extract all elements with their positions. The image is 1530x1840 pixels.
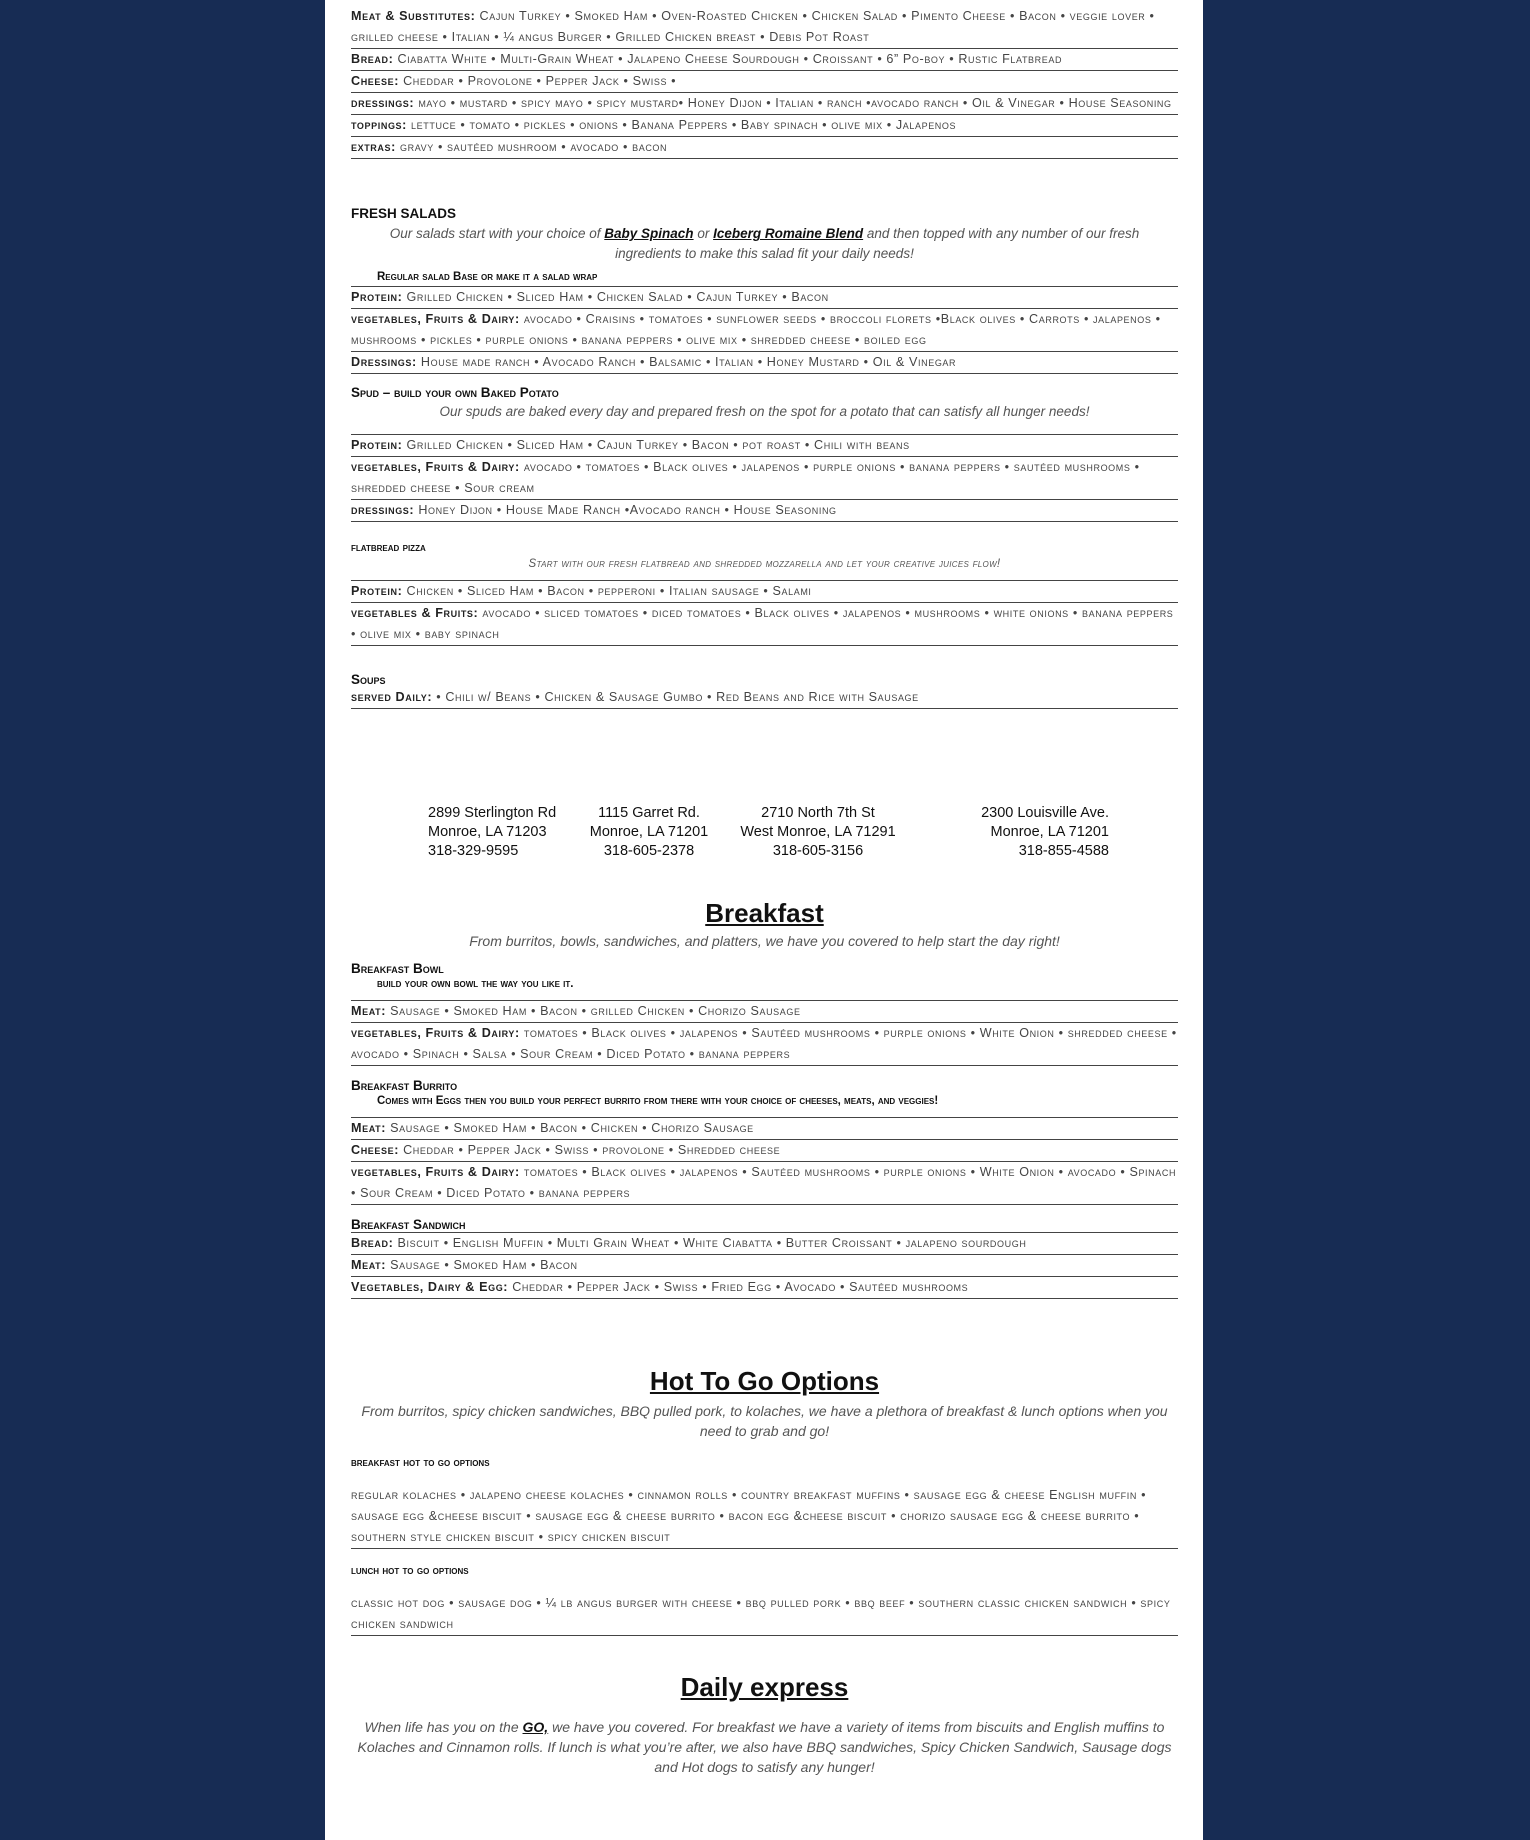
section-description	[351, 1717, 1178, 1777]
row-label: Dressings:	[351, 355, 417, 369]
table-row	[351, 286, 1178, 309]
section-title: Breakfast	[705, 898, 824, 928]
table-row	[351, 137, 1178, 159]
row-label: vegetables & Fruits:	[351, 606, 479, 620]
section-title: Spud – build your own Baked Potato	[351, 385, 559, 400]
table-row	[351, 352, 1178, 374]
table-row	[351, 93, 1178, 115]
row-items: Grilled Chicken • Sliced Ham • Chicken Salad • Cajun Turkey • Bacon	[402, 290, 829, 304]
table-row	[351, 687, 1178, 709]
row-items: Grilled Chicken • Sliced Ham • Cajun Turkey • Bacon • pot roast • Chili with beans	[402, 438, 910, 452]
row-label: Meat & Substitutes:	[351, 9, 476, 23]
row-items: House made ranch • Avocado Ranch • Balsamic • Italian • Honey Mustard • Oil & Vinegar	[416, 355, 957, 369]
table-row	[351, 1277, 1178, 1299]
subsection-title: Breakfast Sandwich	[351, 1217, 466, 1232]
section-title: Soups	[351, 672, 386, 687]
sandwich-options	[351, 6, 1178, 159]
subsection-title: lunch hot to go options	[351, 1563, 469, 1577]
table-row	[351, 1000, 1178, 1023]
row-items: Sausage • Smoked Ham • Bacon	[386, 1258, 578, 1272]
row-items: Ciabatta White • Multi-Grain Wheat • Jalapeno Cheese Sourdough • Croissant • 6” Po-boy • Rustic Flatbread	[393, 52, 1063, 66]
table-row	[351, 1232, 1178, 1255]
section-description: From burritos, spicy chicken sandwiches, BBQ pulled pork, to kolaches, we have a plethora of breakfast & lunch options when you need to grab and go!	[361, 1403, 1168, 1439]
row-label: Cheese:	[351, 74, 399, 88]
row-items: Cajun Turkey • Smoked Ham • Oven-Roasted Chicken • Chicken Salad • Pimento Cheese • Bacon • veggie lover • grilled cheese • Italian • ¼ angus Burger • Grilled Chicken breast • Debis Pot Roast	[351, 9, 1155, 44]
breakfast-section	[351, 898, 1178, 1299]
table-row	[351, 457, 1178, 500]
flatbread-section	[351, 540, 1178, 646]
desc-text: and then topped with any number of our fresh ingredients to make this salad fit your daily needs!	[615, 226, 1140, 261]
location-card	[739, 804, 897, 861]
row-label: dressings:	[351, 96, 415, 110]
table-row	[351, 1117, 1178, 1140]
row-items: Chicken • Sliced Ham • Bacon • pepperoni • Italian sausage • Salami	[402, 584, 812, 598]
row-items: mayo • mustard • spicy mayo • spicy mustard• Honey Dijon • Italian • ranch •avocado ranch • Oil & Vinegar • House Seasoning	[414, 96, 1172, 110]
row-items: Cheddar • Provolone • Pepper Jack • Swiss •	[399, 74, 677, 88]
desc-highlight: Iceberg Romaine Blend	[713, 226, 864, 241]
spud-section	[351, 385, 1178, 522]
row-items: Cheddar • Pepper Jack • Swiss • Fried Egg • Avocado • Sautéed mushrooms	[508, 1280, 969, 1294]
row-label: Meat:	[351, 1121, 387, 1135]
section-description: From burritos, bowls, sandwiches, and platters, we have you covered to help start the day right!	[469, 933, 1060, 949]
table-row	[351, 580, 1178, 603]
row-label: vegetables, Fruits & Dairy:	[351, 1165, 520, 1179]
table-row	[351, 1162, 1178, 1205]
section-title: FRESH SALADS	[351, 206, 457, 221]
location-phone: 318-605-2378	[603, 843, 695, 859]
row-items: Biscuit • English Muffin • Multi Grain Wheat • White Ciabatta • Butter Croissant • jalapeno sourdough	[393, 1236, 1027, 1250]
soups-section	[351, 672, 1178, 709]
subsection-title: Breakfast Burrito	[351, 1078, 458, 1093]
location-street: 1115 Garret Rd.	[598, 805, 700, 821]
salads-section	[351, 206, 1178, 374]
location-phone: 318-855-4588	[1018, 843, 1109, 859]
table-row	[351, 6, 1178, 49]
section-subhead: Regular salad Base or make it a salad wrap	[377, 271, 598, 283]
location-card	[428, 804, 556, 861]
menu-page	[325, 0, 1203, 1840]
row-label: vegetables, Fruits & Dairy:	[351, 312, 520, 326]
locations	[351, 804, 1178, 864]
row-label: Bread:	[351, 1236, 394, 1250]
subsection-title: Breakfast Bowl	[351, 961, 444, 976]
desc-text: Our salads start with your choice of	[389, 226, 605, 241]
row-label: Protein:	[351, 290, 403, 304]
row-items: tomatoes • Black olives • jalapenos • Sautéed mushrooms • purple onions • White Onion • shredded cheese • avocado • Spinach • Salsa • Sour Cream • Diced Potato • banana peppers	[351, 1026, 1177, 1061]
desc-text: or	[693, 226, 714, 241]
row-label: Vegetables, Dairy & Egg:	[351, 1280, 509, 1294]
row-items: Cheddar • Pepper Jack • Swiss • provolone • Shredded cheese	[399, 1143, 781, 1157]
desc-highlight: GO,	[522, 1719, 549, 1735]
location-city: West Monroe, LA 71291	[740, 824, 896, 840]
row-items: • Chili w/ Beans • Chicken & Sausage Gumbo • Red Beans and Rice with Sausage	[432, 690, 919, 704]
subsection-title: breakfast hot to go options	[351, 1455, 490, 1469]
table-row	[351, 434, 1178, 457]
location-city: Monroe, LA 71201	[589, 824, 709, 840]
table-row	[351, 49, 1178, 71]
desc-text: we have you covered. For breakfast we have a variety of items from biscuits and English muffins to Kolaches and Cinnamon rolls. If lunch is what you’re after, we also have BBQ sandwiches, Spicy Chicken Sandwich, Sausage dogs and Hot dogs to satisfy any hunger!	[357, 1719, 1172, 1775]
section-title: flatbread pizza	[351, 540, 426, 554]
row-label: extras:	[351, 140, 396, 154]
desc-text: When life has you on the	[364, 1719, 523, 1735]
subsection-subhead: Comes with Eggs then you build your perfect burrito from there with your choice of cheeses, meats, and veggies!	[377, 1095, 939, 1107]
section-description: Start with our fresh flatbread and shredded mozzarella and let your creative juices flow!	[528, 558, 1001, 570]
list-item: regular kolaches • jalapeno cheese kolaches • cinnamon rolls • country breakfast muffins • sausage egg & cheese English muffin • sausage egg &cheese biscuit • sausage egg & cheese burrito • bacon egg &cheese biscuit • chorizo sausage egg & cheese burrito • southern style chicken biscuit • spicy chicken biscuit	[351, 1485, 1178, 1549]
table-row	[351, 309, 1178, 352]
row-label: dressings:	[351, 503, 415, 517]
location-phone: 318-329-9595	[428, 843, 519, 859]
location-city: Monroe, LA 71201	[990, 824, 1109, 840]
location-street: 2300 Louisville Ave.	[981, 805, 1109, 821]
row-items: Sausage • Smoked Ham • Bacon • Chicken • Chorizo Sausage	[386, 1121, 754, 1135]
table-row	[351, 115, 1178, 137]
daily-express-section	[351, 1672, 1178, 1777]
row-label: Protein:	[351, 584, 403, 598]
section-description	[351, 224, 1178, 264]
table-row	[351, 1023, 1178, 1066]
row-label: Protein:	[351, 438, 403, 452]
location-card	[589, 804, 709, 861]
table-row	[351, 1255, 1178, 1277]
section-title: Hot To Go Options	[649, 1366, 880, 1396]
list-item: classic hot dog • sausage dog • ¼ lb angus burger with cheese • bbq pulled pork • bbq beef • southern classic chicken sandwich • spicy chicken sandwich	[351, 1593, 1178, 1636]
subsection-subhead: build your own bowl the way you like it.	[377, 978, 574, 990]
hot-to-go-section	[351, 1366, 1178, 1636]
row-items: avocado • Craisins • tomatoes • sunflower seeds • broccoli florets •Black olives • Carrots • jalapenos • mushrooms • pickles • purple onions • banana peppers • olive mix • shredded cheese • boiled egg	[351, 312, 1161, 347]
desc-highlight: Baby Spinach	[604, 226, 694, 241]
location-street: 2710 North 7th St	[761, 805, 875, 821]
row-items: gravy • sautéed mushroom • avocado • bacon	[395, 140, 668, 154]
row-label: Meat:	[351, 1258, 387, 1272]
row-items: avocado • sliced tomatoes • diced tomatoes • Black olives • jalapenos • mushrooms • white onions • banana peppers • olive mix • baby spinach	[351, 606, 1174, 641]
section-description: Our spuds are baked every day and prepared fresh on the spot for a potato that can satisfy all hunger needs!	[439, 404, 1090, 419]
location-city: Monroe, LA 71203	[428, 824, 547, 840]
row-label: served Daily:	[351, 690, 433, 704]
row-items: Sausage • Smoked Ham • Bacon • grilled Chicken • Chorizo Sausage	[386, 1004, 801, 1018]
table-row	[351, 603, 1178, 646]
table-row	[351, 500, 1178, 522]
location-phone: 318-605-3156	[772, 843, 864, 859]
row-items: Honey Dijon • House Made Ranch •Avocado ranch • House Seasoning	[414, 503, 837, 517]
row-items: avocado • tomatoes • Black olives • jalapenos • purple onions • banana peppers • sautéed mushrooms • shredded cheese • Sour cream	[351, 460, 1140, 495]
location-card	[961, 804, 1109, 861]
row-label: toppings:	[351, 118, 407, 132]
section-title: Daily express	[680, 1672, 849, 1702]
row-label: vegetables, Fruits & Dairy:	[351, 1026, 520, 1040]
row-items: lettuce • tomato • pickles • onions • Banana Peppers • Baby spinach • olive mix • Jalapenos	[406, 118, 957, 132]
row-items: tomatoes • Black olives • jalapenos • Sautéed mushrooms • purple onions • White Onion • avocado • Spinach • Sour Cream • Diced Potato • banana peppers	[351, 1165, 1177, 1200]
row-label: Cheese:	[351, 1143, 399, 1157]
row-label: vegetables, Fruits & Dairy:	[351, 460, 520, 474]
table-row	[351, 1140, 1178, 1162]
row-label: Bread:	[351, 52, 394, 66]
table-row	[351, 71, 1178, 93]
location-street: 2899 Sterlington Rd	[428, 805, 557, 821]
row-label: Meat:	[351, 1004, 387, 1018]
